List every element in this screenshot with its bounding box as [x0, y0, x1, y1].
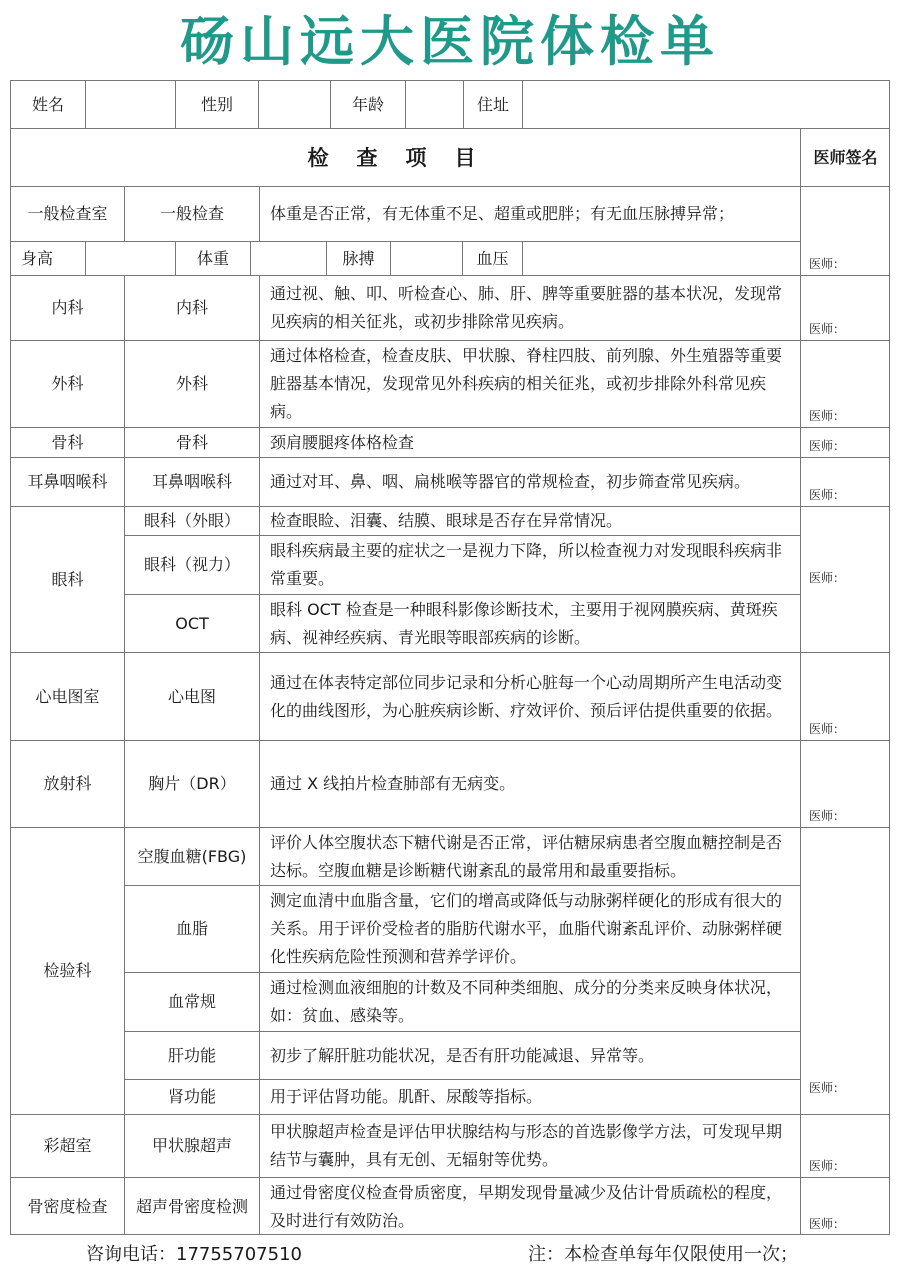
- weight-label: 体重: [175, 241, 250, 275]
- bp-field[interactable]: [522, 241, 800, 275]
- item-cell: 甲状腺超声: [124, 1114, 259, 1177]
- dept-cell: 放射科: [10, 740, 124, 827]
- doctor-signature[interactable]: 医师：: [800, 1177, 890, 1235]
- gender-field[interactable]: [258, 80, 330, 128]
- dept-cell: 骨科: [10, 427, 124, 457]
- desc-cell: 检查眼睑、泪囊、结膜、眼球是否存在异常情况。: [259, 506, 800, 535]
- item-cell: 肾功能: [124, 1079, 259, 1114]
- dept-cell: 心电图室: [10, 652, 124, 740]
- item-cell: 血常规: [124, 972, 259, 1031]
- pulse-label: 脉搏: [326, 241, 390, 275]
- address-label: 住址: [463, 80, 522, 128]
- doctor-signature[interactable]: 医师：: [800, 506, 890, 652]
- dept-cell: 检验科: [10, 827, 124, 1114]
- dept-cell: 彩超室: [10, 1114, 124, 1177]
- item-cell: 眼科（视力）: [124, 535, 259, 594]
- doctor-signature[interactable]: 医师：: [800, 827, 890, 1114]
- desc-cell: 用于评估肾功能。肌酐、尿酸等指标。: [259, 1079, 800, 1114]
- desc-cell: 眼科疾病最主要的症状之一是视力下降，所以检查视力对发现眼科疾病非常重要。: [259, 535, 800, 594]
- item-cell: 眼科（外眼）: [124, 506, 259, 535]
- item-cell: 耳鼻咽喉科: [124, 457, 259, 506]
- item-cell: 超声骨密度检测: [124, 1177, 259, 1235]
- desc-cell: 通过体格检查，检查皮肤、甲状腺、脊柱四肢、前列腺、外生殖器等重要脏器基本情况，发现常见外科疾病的相关征兆，或初步排除外科常见疾病。: [259, 340, 800, 427]
- doctor-signature[interactable]: 医师：: [800, 186, 890, 275]
- item-cell: 血脂: [124, 885, 259, 972]
- footer-note: 注：本检查单每年仅限使用一次；: [528, 1244, 798, 1265]
- weight-field[interactable]: [250, 241, 326, 275]
- item-cell: 一般检查: [124, 186, 259, 241]
- age-field[interactable]: [405, 80, 463, 128]
- item-cell: 胸片（DR）: [124, 740, 259, 827]
- address-field[interactable]: [522, 80, 890, 128]
- section-header: 检查项目: [10, 128, 800, 186]
- item-cell: OCT: [124, 594, 259, 652]
- doctor-signature[interactable]: 医师：: [800, 427, 890, 457]
- desc-cell: 测定血清中血脂含量，它们的增高或降低与动脉粥样硬化的形成有很大的关系。用于评价受检者的脂肪代谢水平，血脂代谢紊乱评价、动脉粥样硬化性疾病危险性预测和营养学评价。: [259, 885, 800, 972]
- item-cell: 骨科: [124, 427, 259, 457]
- height-label: 身高: [10, 241, 85, 275]
- desc-cell: 甲状腺超声检查是评估甲状腺结构与形态的首选影像学方法，可发现早期结节与囊肿，具有无创、无辐射等优势。: [259, 1114, 800, 1177]
- dept-cell: 骨密度检查: [10, 1177, 124, 1235]
- desc-cell: 初步了解肝脏功能状况，是否有肝功能减退、异常等。: [259, 1031, 800, 1079]
- doctor-signature[interactable]: 医师：: [800, 1114, 890, 1177]
- desc-cell: 通过对耳、鼻、咽、扁桃喉等器官的常规检查，初步筛查常见疾病。: [259, 457, 800, 506]
- dept-cell: 内科: [10, 275, 124, 340]
- doctor-signature[interactable]: 医师：: [800, 340, 890, 427]
- table-right-border: [889, 80, 890, 1235]
- desc-cell: 体重是否正常，有无体重不足、超重或肥胖；有无血压脉搏异常；: [259, 186, 800, 241]
- item-cell: 外科: [124, 340, 259, 427]
- item-cell: 内科: [124, 275, 259, 340]
- pulse-field[interactable]: [390, 241, 462, 275]
- desc-cell: 颈肩腰腿疼体格检查: [259, 427, 800, 457]
- doctor-signature[interactable]: 医师：: [800, 457, 890, 506]
- desc-cell: 通过骨密度仪检查骨质密度，早期发现骨量减少及估计骨质疏松的程度，及时进行有效防治。: [259, 1177, 800, 1235]
- doctor-signature[interactable]: 医师：: [800, 652, 890, 740]
- desc-cell: 通过在体表特定部位同步记录和分析心脏每一个心动周期所产生电活动变化的曲线图形，为心脏疾病诊断、疗效评价、预后评估提供重要的依据。: [259, 652, 800, 740]
- bp-label: 血压: [462, 241, 522, 275]
- desc-cell: 通过检测血液细胞的计数及不同种类细胞、成分的分类来反映身体状况，如：贫血、感染等。: [259, 972, 800, 1031]
- name-field[interactable]: [85, 80, 175, 128]
- desc-cell: 眼科 OCT 检查是一种眼科影像诊断技术，主要用于视网膜疾病、黄斑疾病、视神经疾病、青光眼等眼部疾病的诊断。: [259, 594, 800, 652]
- desc-cell: 通过视、触、叩、听检查心、肺、肝、脾等重要脏器的基本状况，发现常见疾病的相关征兆，或初步排除常见疾病。: [259, 275, 800, 340]
- name-label: 姓名: [10, 80, 85, 128]
- signature-header: 医师签名: [800, 128, 890, 186]
- height-field[interactable]: [85, 241, 175, 275]
- item-cell: 肝功能: [124, 1031, 259, 1079]
- dept-cell: 外科: [10, 340, 124, 427]
- gender-label: 性别: [175, 80, 258, 128]
- desc-cell: 通过 X 线拍片检查肺部有无病变。: [259, 740, 800, 827]
- doctor-signature[interactable]: 医师：: [800, 275, 890, 340]
- doctor-signature[interactable]: 医师：: [800, 740, 890, 827]
- dept-cell: 眼科: [10, 506, 124, 652]
- item-cell: 空腹血糖(FBG): [124, 827, 259, 885]
- dept-cell: 一般检查室: [10, 186, 124, 241]
- age-label: 年龄: [330, 80, 405, 128]
- item-cell: 心电图: [124, 652, 259, 740]
- page-title: 砀山远大医院体检单: [180, 10, 720, 73]
- dept-cell: 耳鼻咽喉科: [10, 457, 124, 506]
- desc-cell: 评价人体空腹状态下糖代谢是否正常，评估糖尿病患者空腹血糖控制是否达标。空腹血糖是诊断糖代谢紊乱的最常用和最重要指标。: [259, 827, 800, 885]
- footer-phone: 咨询电话：17755707510: [86, 1244, 302, 1265]
- table-bottom-border: [10, 1234, 890, 1235]
